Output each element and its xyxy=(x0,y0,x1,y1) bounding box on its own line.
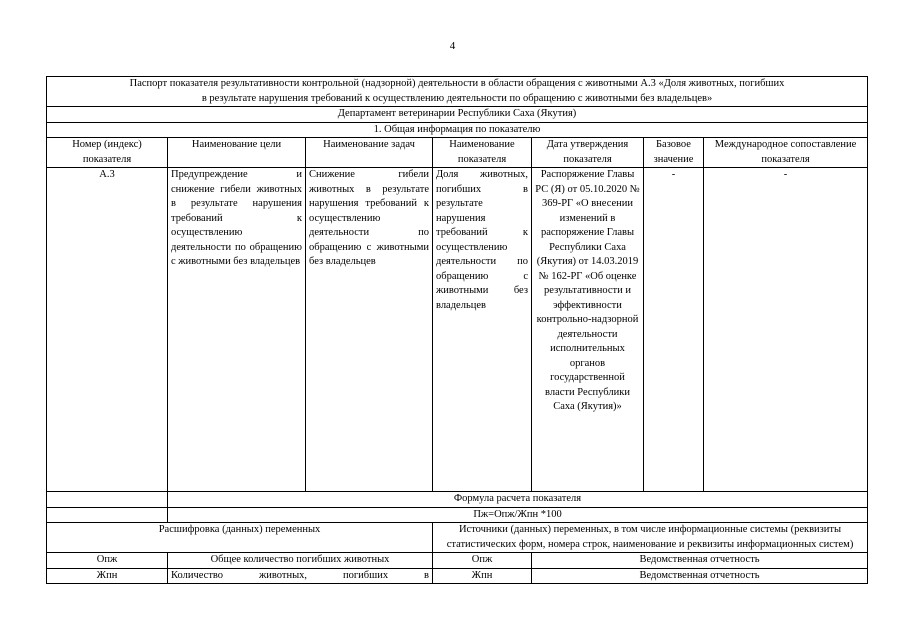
passport-title-line-2: в результате нарушения требований к осуществлению деятельности по обращению с животными без владельцев» xyxy=(201,92,713,104)
formula-title-spacer xyxy=(47,492,168,508)
passport-title xyxy=(47,77,868,107)
header-approval-date: Дата утверждения показателя xyxy=(532,138,644,168)
header-international: Международное сопоставление показателя xyxy=(704,138,868,168)
indicator-passport-table xyxy=(46,76,868,584)
formula-title-row xyxy=(47,492,868,508)
section-title: 1. Общая информация по показателю xyxy=(47,122,868,138)
indicator-number: А.3 xyxy=(47,168,168,492)
source-description: Ведомственная отчетность xyxy=(532,553,868,569)
indicator-row xyxy=(47,168,868,492)
indicator-international: - xyxy=(704,168,868,492)
title-row xyxy=(47,77,868,107)
variables-header-row xyxy=(47,523,868,553)
header-base-value: Базовое значение xyxy=(644,138,704,168)
variable-row xyxy=(47,568,868,584)
source-symbol: Опж xyxy=(433,553,532,569)
variable-description: Общее количество погибших животных xyxy=(168,553,433,569)
department-row xyxy=(47,107,868,123)
variable-description: Количество животных, погибших в xyxy=(168,568,433,584)
passport-title-line-1: Паспорт показателя результативности контрольной (надзорной) деятельности в области обращения с животными А.3 «Доля животных, погибших xyxy=(129,78,785,89)
page-number: 4 xyxy=(449,40,456,52)
header-row xyxy=(47,138,868,168)
formula-row xyxy=(47,507,868,523)
indicator-name: Доля животных, погибших в результате нарушения требований к осуществлению деятельности по обращению с животными без владельцев xyxy=(433,168,532,492)
indicator-tasks: Снижение гибели животных в результате нарушения требований к осуществлению деятельности по обращению с животными без владельцев xyxy=(306,168,433,492)
formula-spacer xyxy=(47,507,168,523)
section-row xyxy=(47,122,868,138)
header-goal: Наименование цели xyxy=(168,138,306,168)
indicator-approval-date: Распоряжение Главы РС (Я) от 05.10.2020 № 369-РГ «О внесении изменений в распоряжение Главы Республики Саха (Якутия) от 14.03.2019 № 162-РГ «Об оценке результативности и эффективности контрольно-надзорной деятельности исполнительных органов государственной власти Республики Саха (Якутия)» xyxy=(532,168,644,492)
variables-header: Расшифровка (данных) переменных xyxy=(47,523,433,553)
formula-title: Формула расчета показателя xyxy=(168,492,868,508)
source-description: Ведомственная отчетность xyxy=(532,568,868,584)
header-tasks: Наименование задач xyxy=(306,138,433,168)
indicator-goal: Предупреждение и снижение гибели животных в результате нарушения требований к осуществлению деятельности по обращению с животными без владельцев xyxy=(168,168,306,492)
sources-header: Источники (данных) переменных, в том числе информационные системы (реквизиты статистических форм, номера строк, наименование и реквизиты информационных систем) xyxy=(433,523,868,553)
source-symbol: Жпн xyxy=(433,568,532,584)
variable-row xyxy=(47,553,868,569)
variable-symbol: Опж xyxy=(47,553,168,569)
header-indicator: Наименование показателя xyxy=(433,138,532,168)
variable-symbol: Жпн xyxy=(47,568,168,584)
header-number: Номер (индекс) показателя xyxy=(47,138,168,168)
indicator-base-value: - xyxy=(644,168,704,492)
formula: Пж=Опж/Жпн *100 xyxy=(168,507,868,523)
department-name: Департамент ветеринарии Республики Саха (Якутия) xyxy=(47,107,868,123)
